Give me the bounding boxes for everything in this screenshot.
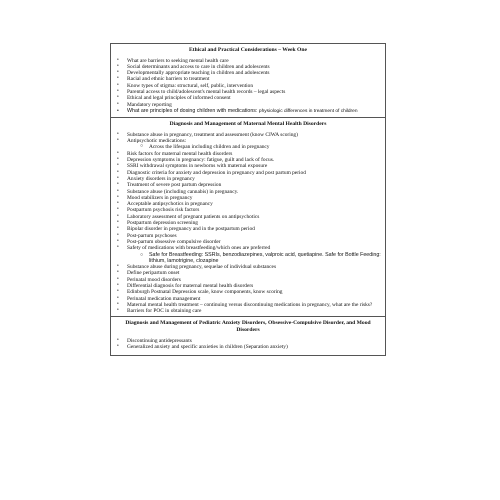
- bullet-icon: •: [117, 107, 119, 114]
- list-item: • Developmentally appropriate teaching in children and adolescents: [117, 70, 270, 77]
- bullet-icon: •: [117, 226, 119, 232]
- list-item: • SSRI withdrawal symptoms in newborns with maternal exposure: [117, 163, 268, 170]
- bullet-icon: •: [117, 138, 119, 144]
- list-item: • Substance abuse during pregnancy, sequelae of individual substances: [117, 264, 277, 271]
- bullet-icon: •: [117, 245, 119, 251]
- sub-list-item: ○ Across the lifespan including children and in pregnancy: [140, 144, 270, 151]
- bullet-icon: •: [117, 213, 119, 219]
- list-item: • Depression symptoms in pregnancy: fatigue, guilt and lack of focus.: [117, 157, 275, 164]
- bullet-icon: •: [117, 169, 119, 175]
- sub-list-item: ○ Safe for Breastfeeding: SSRIs, benzodiazepines, valproic acid, quetiapine. Safe for Bottle Feeding: lithium, lamotrigine, clozapine: [140, 251, 381, 264]
- list-item: • What are barriers to seeking mental health care: [117, 57, 229, 64]
- bullet-icon: •: [117, 232, 119, 238]
- bullet-icon: •: [117, 264, 119, 270]
- list-item: • Laboratory assessment of pregnant patients on antipsychotics: [117, 213, 260, 220]
- section-pediatric-disorders: [111, 316, 385, 355]
- list-item: • Anxiety disorders in pregnancy: [117, 175, 195, 182]
- bullet-icon: •: [117, 343, 119, 349]
- section-title: Ethical and Practical Considerations – Week One: [189, 47, 307, 53]
- bullet-icon: •: [117, 131, 119, 137]
- section-title: Diagnosis and Management of Pediatric Anxiety Disorders, Obsessive-Compulsive Disorder, and Mood Disorders: [125, 320, 371, 334]
- list-item: • Safety of medications with breastfeeding/which ones are preferred: [117, 245, 271, 252]
- bullet-icon: •: [117, 89, 119, 95]
- list-item: • Edinburgh Postnatal Depression scale, know components, know scoring: [117, 289, 283, 296]
- list-item: • Mandatory reporting: [117, 101, 172, 108]
- bullet-icon: •: [117, 57, 119, 63]
- topic-list: [115, 338, 381, 351]
- list-item: • Diagnostic criteria for anxiety and depression in pregnancy and post partum period: [117, 169, 306, 176]
- list-item: • Acceptable antipsychotics in pregnancy: [117, 201, 213, 208]
- list-item: • Postpartum depression screening: [117, 220, 198, 227]
- bullet-icon: •: [117, 220, 119, 226]
- list-item: • Substance abuse (including cannabis) in pregnancy.: [117, 188, 239, 195]
- bullet-icon: •: [117, 201, 119, 207]
- list-item: • Perinatal medication management: [117, 295, 201, 302]
- list-item: • Define peripartum onset: [117, 270, 180, 277]
- list-item: • Parental access to child/adolescent's mental health records – legal aspects: [117, 89, 286, 96]
- bullet-icon: •: [117, 282, 119, 288]
- bullet-icon: •: [117, 101, 119, 107]
- bullet-icon: •: [117, 295, 119, 301]
- bullet-icon: •: [117, 276, 119, 282]
- bullet-icon: •: [117, 157, 119, 163]
- list-item: • Mood stabilizers in pregnancy: [117, 194, 193, 201]
- bullet-icon: •: [117, 207, 119, 213]
- list-item: • Differential diagnosis for maternal mental health disorders: [117, 282, 254, 289]
- bullet-icon: •: [117, 270, 119, 276]
- topic-list: [115, 132, 381, 315]
- list-item: • What are principles of dosing children with medications: physiologic differences in treatment of children: [117, 107, 358, 114]
- circle-bullet-icon: ○: [140, 144, 144, 150]
- list-item: • Post-partum psychoses: [117, 232, 177, 239]
- list-item: • Treatment of severe post partum depression: [117, 182, 222, 189]
- list-item: • Risk factors for maternal mental health disorders: [117, 150, 233, 157]
- list-item: • Know types of stigma: structural, self, public, intervention: [117, 82, 254, 89]
- bullet-icon: •: [117, 182, 119, 188]
- topic-list: [115, 58, 381, 116]
- bullet-icon: •: [117, 188, 119, 194]
- bullet-icon: •: [117, 150, 119, 156]
- bullet-icon: •: [117, 238, 119, 244]
- bullet-icon: •: [117, 308, 119, 314]
- bullet-icon: •: [117, 301, 119, 307]
- list-item: • Antipsychotic medications:: [117, 138, 187, 145]
- bullet-icon: •: [117, 289, 119, 295]
- list-item: • Barriers for POC in obtaining care: [117, 308, 202, 315]
- list-item: • Social determinants and access to care in children and adolescents: [117, 63, 270, 70]
- section-title: Diagnosis and Management of Maternal Mental Health Disorders: [169, 121, 327, 128]
- list-item: • Perinatal mood disorders: [117, 276, 181, 283]
- list-item: • Generalized anxiety and specific anxieties in children (Separation anxiety): [117, 343, 288, 350]
- section-maternal-mental-health: [111, 117, 385, 316]
- bullet-icon: •: [117, 70, 119, 76]
- list-item: • Maternal mental health treatment – continuing versus discontinuing medications in pregnancy, what are the risks?: [117, 301, 373, 308]
- document-table: [110, 43, 386, 356]
- list-item: • Post-partum obsessive compulsive disorder: [117, 238, 221, 245]
- list-item: • Postpartum psychosis risk factors: [117, 207, 200, 214]
- list-item: • Ethical and legal principles of informed consent: [117, 95, 231, 102]
- section-ethical-considerations: [111, 44, 385, 117]
- bullet-icon: •: [117, 175, 119, 181]
- list-item: • Racial and ethnic barriers to treatment: [117, 76, 210, 83]
- bullet-icon: •: [117, 194, 119, 200]
- circle-bullet-icon: ○: [140, 251, 144, 258]
- bullet-icon: •: [117, 337, 119, 343]
- bullet-icon: •: [117, 63, 119, 69]
- list-item: • Substance abuse in pregnancy, treatment and assessment (know CIWA scoring): [117, 131, 298, 138]
- bullet-icon: •: [117, 82, 119, 88]
- list-item: • Discontinuing antidepressants: [117, 337, 192, 344]
- list-item: • Bipolar disorder in pregnancy and in the postpartum period: [117, 226, 255, 233]
- bullet-icon: •: [117, 95, 119, 101]
- bullet-icon: •: [117, 163, 119, 169]
- bullet-icon: •: [117, 76, 119, 82]
